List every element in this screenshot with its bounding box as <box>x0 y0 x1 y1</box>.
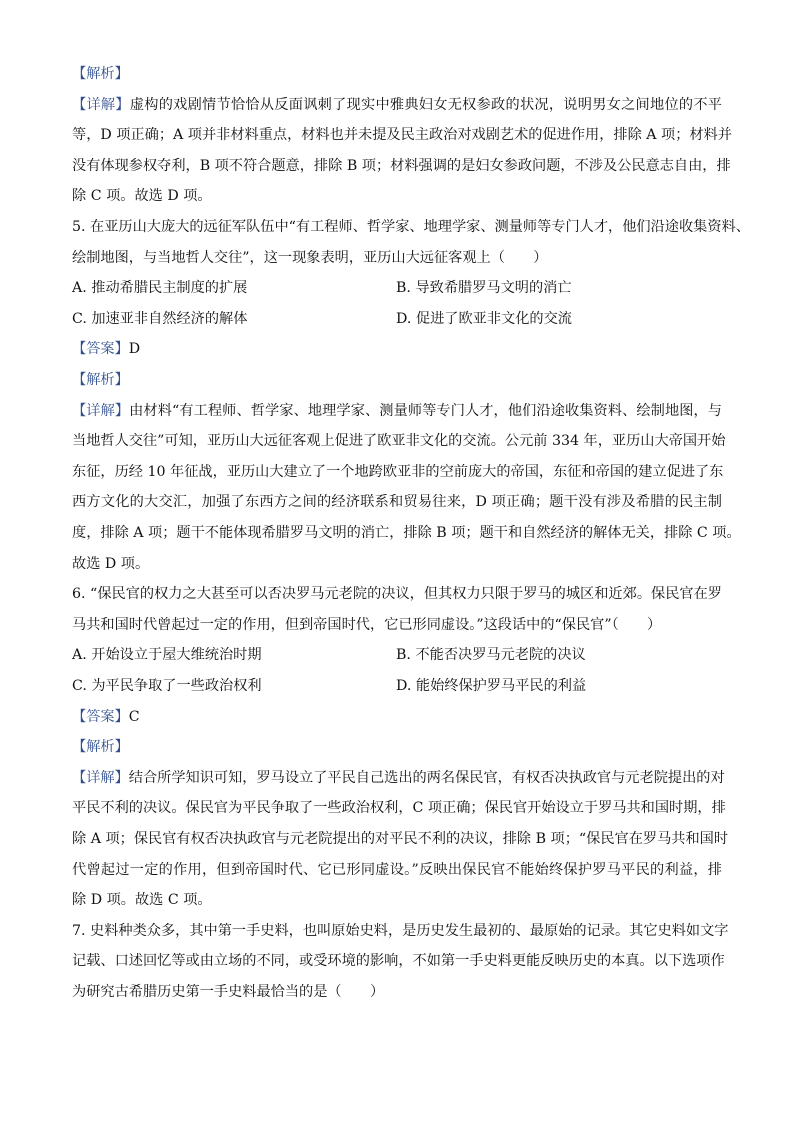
option-row <box>72 278 722 298</box>
explanation-text: 除 C 项。故选 D 项。 <box>72 188 212 205</box>
explanation-text: 除 D 项。故选 C 项。 <box>72 892 212 909</box>
explanation-line <box>72 156 731 176</box>
explanation-line <box>72 492 722 512</box>
explanation-text: 故选 D 项。 <box>72 555 150 572</box>
option-row <box>72 645 722 665</box>
analysis-tag: 【解析】 <box>72 372 129 388</box>
analysis-heading <box>72 370 129 390</box>
question-stem-line: 7. 史料种类众多，其中第一手史料，也叫原始史料，是历史发生最初的、最原始的记录。其它史料如文字 <box>72 922 729 939</box>
detail-tag: 【详解】 <box>72 402 130 419</box>
option-left: C. 加速亚非自然经济的解体 <box>72 310 248 327</box>
detail-tag: 【详解】 <box>72 769 129 786</box>
question-stem-line: 记载、口述回忆等或由立场的不同，或受环境的影响，不如第一手史料更能反映历史的本真。以下选项作 <box>72 953 725 970</box>
explanation-text: 等，D 项正确；A 项并非材料重点，材料也并未提及民主政治对戏剧艺术的促进作用，排除 A 项；材料并 <box>72 127 732 144</box>
question-stem-line: 6. “保民官的权力之大甚至可以否决罗马元老院的决议，但其权力只限于罗马的城区和近郊。保民官在罗 <box>72 586 722 603</box>
explanation-text: 代曾起过一定的作用，但到帝国时代、它已形同虚设。”反映出保民官不能始终保护罗马平民的利益，排 <box>72 861 722 878</box>
analysis-tag: 【解析】 <box>72 739 129 756</box>
explanation-text: 东征，历经 10 年征战，亚历山大建立了一个地跨欧亚非的空前庞大的帝国，东征和帝国的建立促进了东 <box>72 463 724 480</box>
option-row <box>72 676 722 696</box>
analysis-heading <box>72 64 129 84</box>
question-stem-line: 为研究古希腊历史第一手史料最恰当的是（ ） <box>72 984 385 1000</box>
explanation-text: 没有体现参权夺利，B 项不符合题意，排除 B 项；材料强调的是妇女参政问题，不涉及公民意志自由，排 <box>72 157 731 174</box>
analysis-tag: 【解析】 <box>72 66 129 82</box>
explanation-text: 结合所学知识可知，罗马设立了平民自己选出的两名保民官，有权否决执政官与元老院提出的对 <box>128 769 725 786</box>
answer-value: C <box>128 708 140 725</box>
answer-tag: 【答案】 <box>72 341 129 358</box>
option-left: A. 开始设立于屋大维统治时期 <box>72 647 262 664</box>
answer-line <box>72 707 140 727</box>
explanation-text: 虚构的戏剧情节恰恰从反面讽刺了现实中雅典妇女无权参政的状况，说明男女之间地位的不平 <box>129 96 722 113</box>
analysis-heading <box>72 737 129 757</box>
explanation-line <box>72 829 729 849</box>
explanation-line <box>72 890 722 910</box>
answer-line <box>72 339 140 359</box>
explanation-line <box>72 95 722 115</box>
explanation-line <box>72 462 722 482</box>
explanation-line <box>72 860 722 880</box>
question-stem-line: 5. 在亚历山大庞大的远征军队伍中“有工程师、哲学家、地理学家、测量师等专门人才，他们沿途收集资料、 <box>72 219 750 235</box>
option-row <box>72 309 722 329</box>
option-right: B. 不能否决罗马元老院的决议 <box>396 647 586 664</box>
option-left: C. 为平民争取了一些政治权利 <box>72 678 262 694</box>
explanation-line <box>72 798 726 818</box>
explanation-line <box>72 186 722 206</box>
question-stem-line: 绘制地图，与当地哲人交往”，这一现象表明，亚历山大远征客观上（ ） <box>72 249 548 266</box>
explanation-text: 当地哲人交往”可知，亚历山大远征客观上促进了欧亚非文化的交流。公元前 334 年，亚历山大帝国开始 <box>72 433 726 450</box>
question-stem-line: 马共和国时代曾起过一定的作用，但到帝国时代，它已形同虚设。”这段话中的“保民官”（ ） <box>72 616 662 633</box>
option-right: B. 导致希腊罗马文明的消亡 <box>396 280 572 297</box>
answer-tag: 【答案】 <box>72 708 129 725</box>
explanation-line <box>72 125 732 145</box>
option-left: A. 推动希腊民主制度的扩展 <box>72 280 248 297</box>
option-right: D. 促进了欧亚非文化的交流 <box>396 310 572 327</box>
explanation-text: 西方文化的大交汇，加强了东西方之间的经济联系和贸易往来，D 项正确；题干没有涉及希腊的民主制 <box>72 494 722 511</box>
explanation-line <box>72 401 722 421</box>
explanation-text: 除 A 项；保民官有权否决执政官与元老院提出的对平民不利的决议，排除 B 项；“保民官在罗马共和国时 <box>72 831 729 847</box>
explanation-line <box>72 523 741 543</box>
detail-tag: 【详解】 <box>72 96 130 113</box>
explanation-text: 平民不利的决议。保民官为平民争取了一些政治权利，C 项正确；保民官开始设立于罗马共和国时期，排 <box>72 800 726 817</box>
explanation-text: 由材料“有工程师、哲学家、地理学家、测量师等专门人才，他们沿途收集资料、绘制地图，与 <box>129 402 722 419</box>
explanation-line <box>72 768 725 788</box>
explanation-text: 度，排除 A 项；题干不能体现希腊罗马文明的消亡，排除 B 项；题干和自然经济的解体无关，排除 C 项。 <box>72 525 741 541</box>
explanation-line <box>72 431 726 451</box>
option-right: D. 能始终保护罗马平民的利益 <box>396 678 587 694</box>
explanation-line <box>72 554 722 574</box>
answer-value: D <box>128 341 141 358</box>
